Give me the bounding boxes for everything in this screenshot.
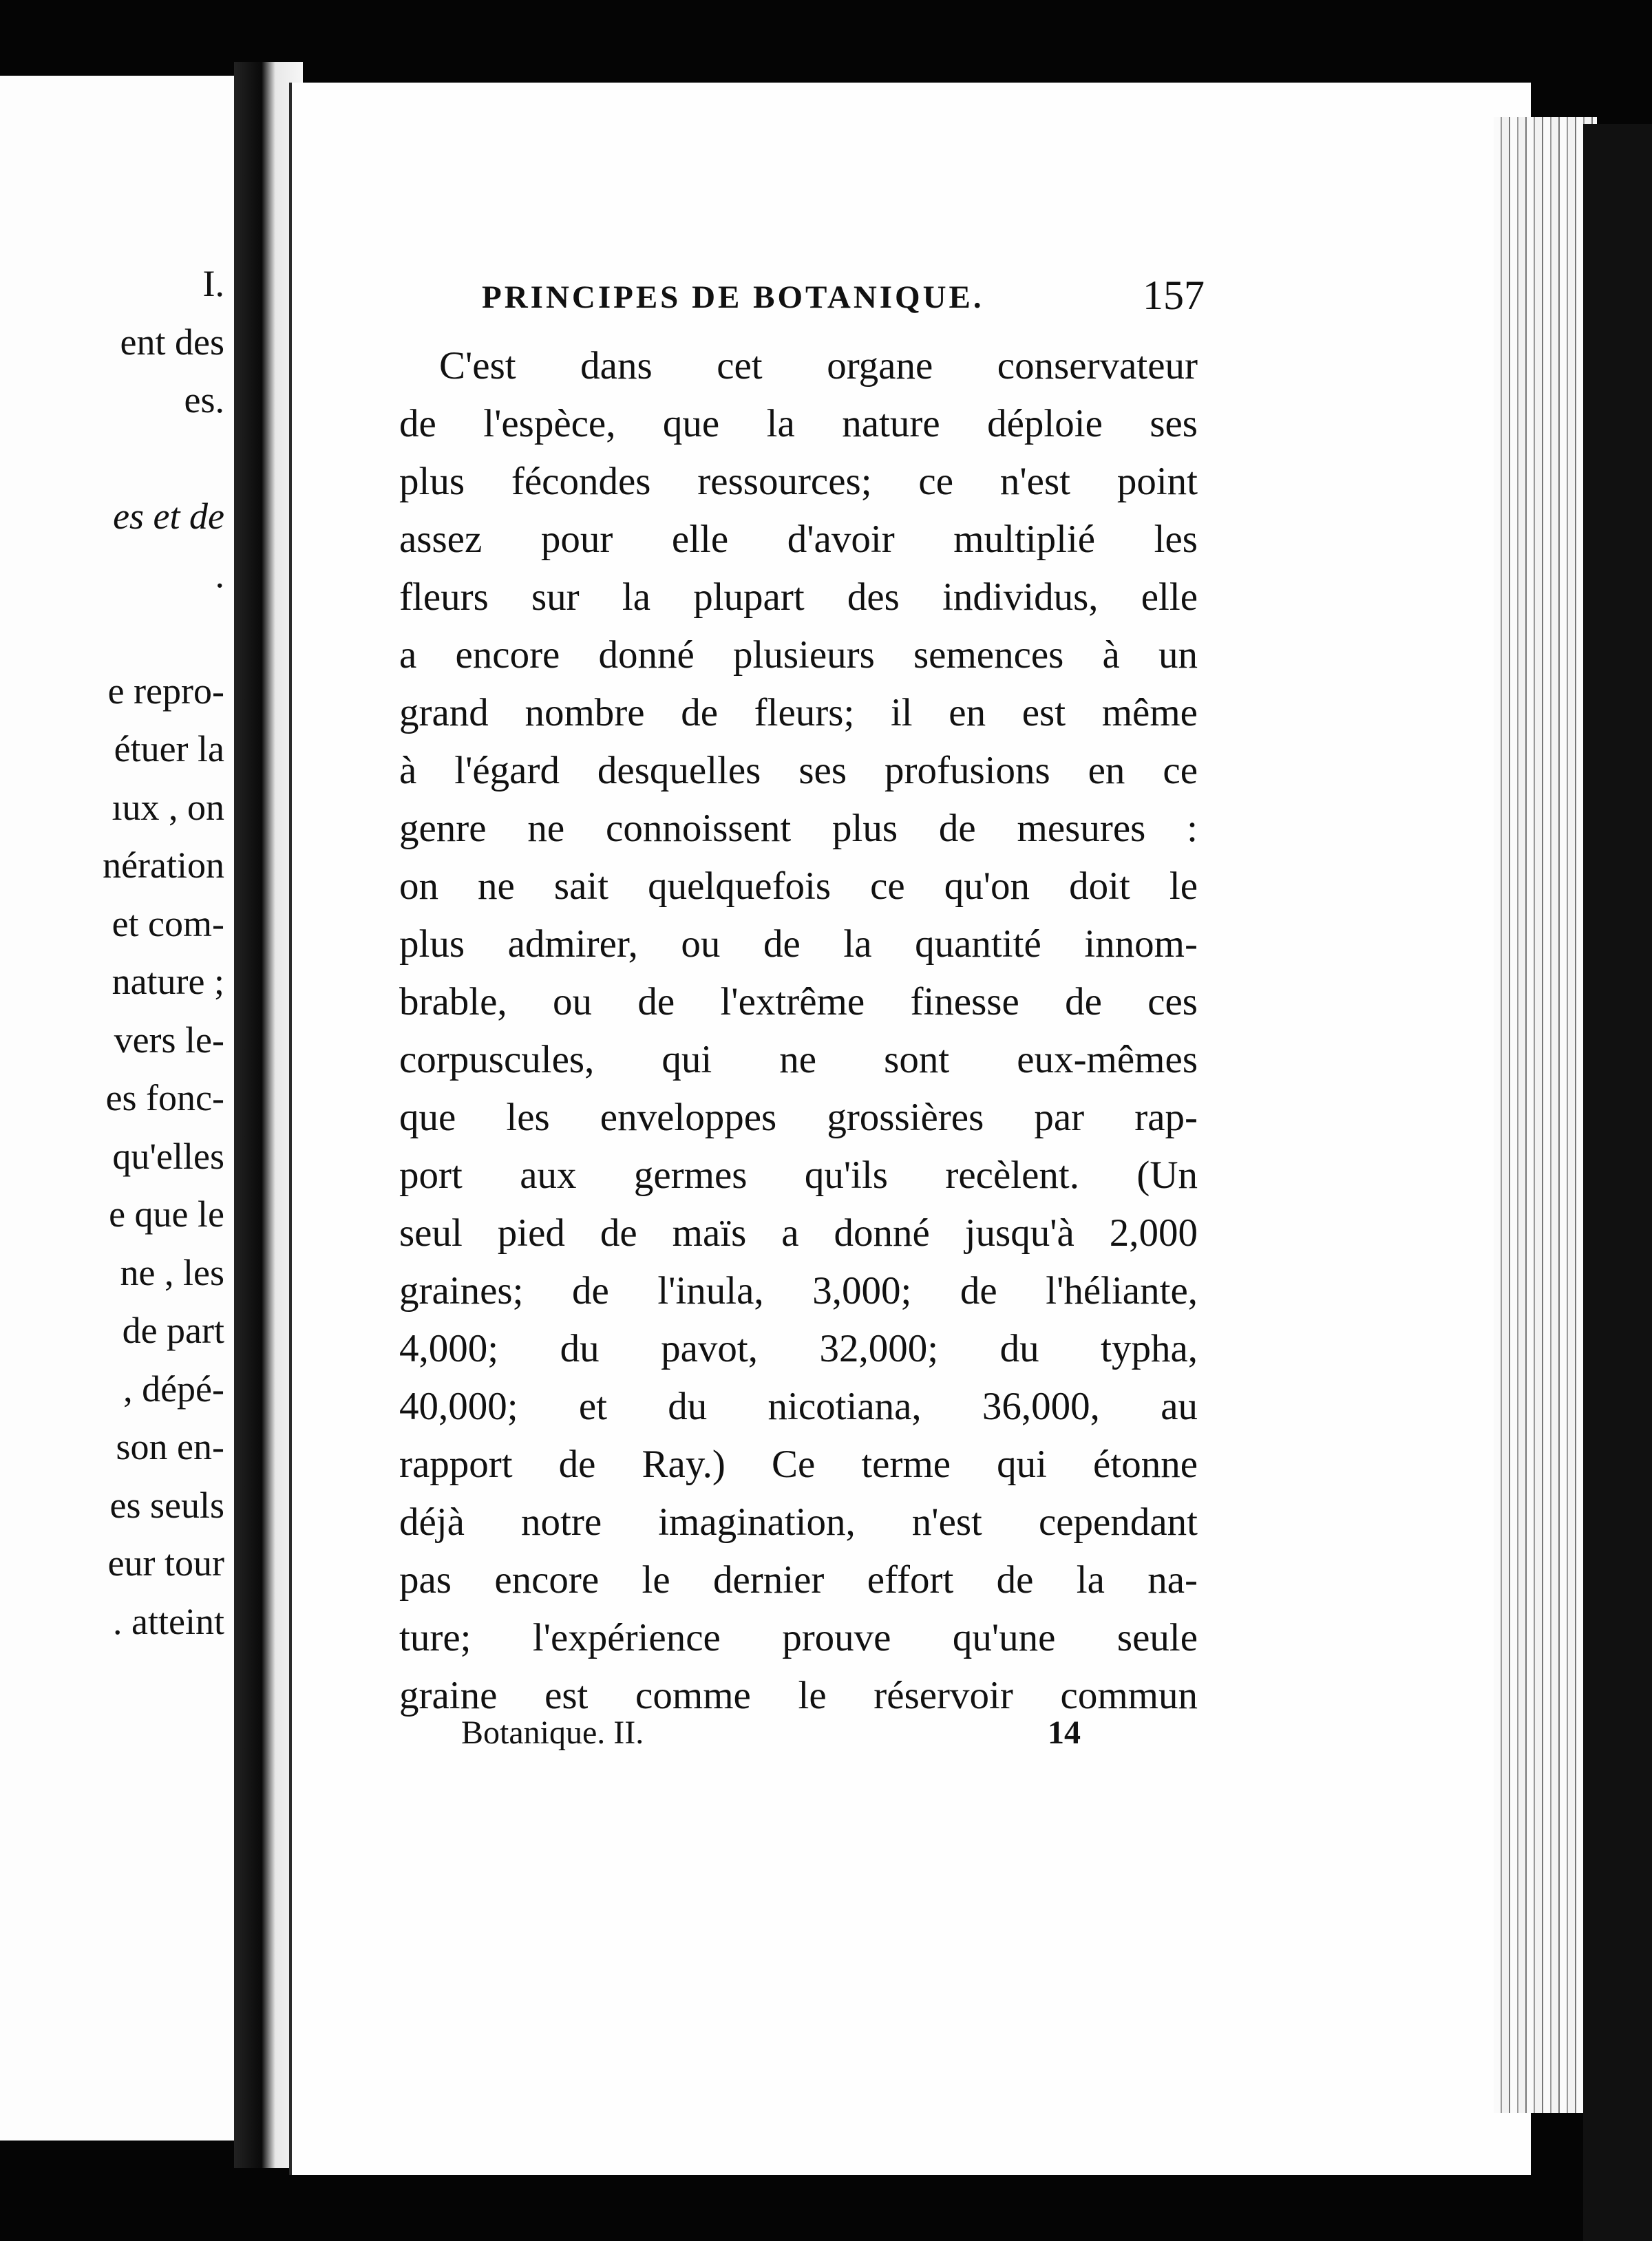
book-binding-shadow [1583,124,1652,2241]
body-text-line: de l'espèce, que la nature déploie ses [399,402,1198,445]
left-text-line: qu'elles [112,1135,224,1177]
signature-number: 14 [1048,1714,1081,1751]
body-text-line: assez pour elle d'avoir multiplié les [399,518,1198,561]
left-text-line: . [215,553,224,595]
body-text-line: que les enveloppes grossières par rap- [399,1096,1198,1139]
signature-mark: Botanique. II. [461,1714,644,1751]
body-text-line: à l'égard desquelles ses profusions en ce [399,749,1198,792]
left-text-line: es seuls [109,1484,224,1526]
left-text-line: eur tour [107,1542,224,1584]
body-text-line: a encore donné plusieurs semences à un [399,633,1198,677]
body-text-line: grand nombre de fleurs; il en est même [399,691,1198,734]
left-text-line: et com- [112,902,224,944]
body-text-line: corpuscules, qui ne sont eux-mêmes [399,1038,1198,1081]
left-page-fragment [0,76,238,2141]
left-text-line: de part [122,1310,224,1351]
body-text-line: déjà notre imagination, n'est cependant [399,1500,1198,1544]
left-page-text [103,255,224,1650]
left-text-line: I. [202,263,224,304]
body-text [399,337,1198,1725]
body-text-line: graines; de l'inula, 3,000; de l'héliante, [399,1269,1198,1313]
running-head [482,272,1205,334]
body-text-line: graine est comme le réservoir commun [399,1674,1198,1717]
left-text-line: es fonc- [105,1077,224,1118]
body-text-line: on ne sait quelquefois ce qu'on doit le [399,864,1198,908]
body-text-line: C'est dans cet organe conservateur [439,344,1198,387]
body-text-line: ture; l'expérience prouve qu'une seule [399,1616,1198,1659]
left-text-line: es et de [113,496,224,537]
body-text-line: fleurs sur la plupart des individus, elle [399,575,1198,619]
left-text-line: ne , les [120,1251,224,1293]
running-title: PRINCIPES DE BOTANIQUE. [482,279,984,315]
left-text-line [103,429,224,488]
body-text-line: port aux germes qu'ils recèlent. (Un [399,1154,1198,1197]
left-text-line: vers le- [114,1019,224,1061]
body-text-line: brable, ou de l'extrême finesse de ces [399,980,1198,1023]
page-footer [461,1714,1081,1769]
left-text-line: . atteint [113,1600,224,1642]
left-text-line: nature ; [112,961,224,1002]
left-text-line: son en- [116,1426,224,1467]
left-text-line: nération [103,845,224,886]
left-text-line: étuer la [114,728,224,769]
body-text-line: rapport de Ray.) Ce terme qui étonne [399,1443,1198,1486]
body-text-line: seul pied de maïs a donné jusqu'à 2,000 [399,1211,1198,1255]
left-text-line: ent des [120,321,224,363]
body-text-line: plus fécondes ressources; ce n'est point [399,460,1198,503]
left-text-line: ıux , on [112,786,224,828]
page-edges [1494,117,1597,2113]
body-text-line: pas encore le dernier effort de la na- [399,1558,1198,1602]
left-text-line: , dépé- [123,1368,224,1410]
body-text-line: 4,000; du pavot, 32,000; du typha, [399,1327,1198,1370]
body-text-line: genre ne connoissent plus de mesures : [399,807,1198,850]
left-text-line: e repro- [107,670,224,712]
left-text-line: e que le [109,1193,224,1235]
left-text-line: es. [184,379,224,421]
body-text-line: 40,000; et du nicotiana, 36,000, au [399,1385,1198,1428]
page-number: 157 [1143,273,1205,318]
left-text-line [103,604,224,662]
body-text-line: plus admirer, ou de la quantité innom- [399,922,1198,966]
